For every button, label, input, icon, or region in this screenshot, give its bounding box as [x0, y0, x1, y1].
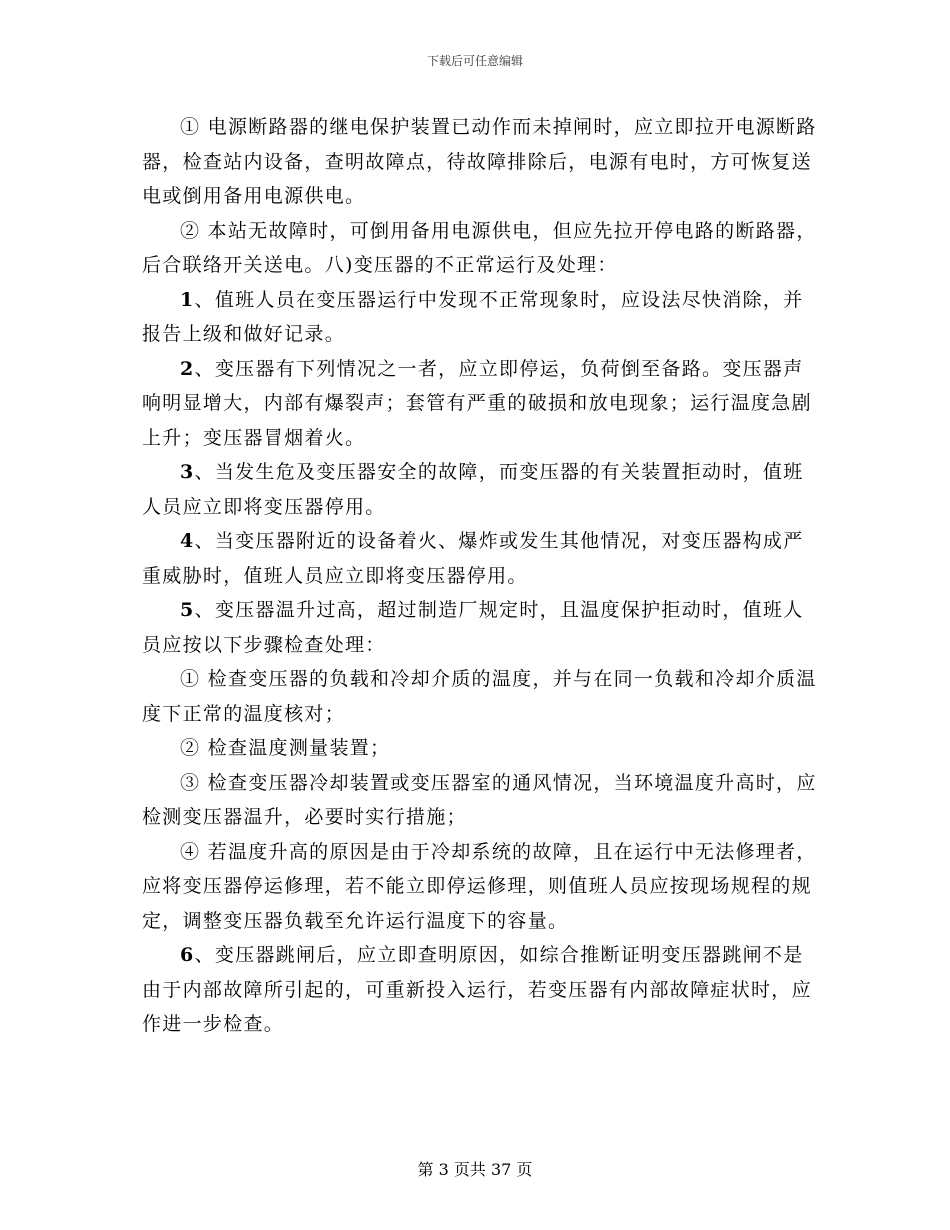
paragraph-item-4: [142, 524, 822, 593]
paragraph-number: 1: [180, 288, 195, 311]
paragraph-item-3: [142, 455, 822, 524]
paragraph-text: 、变压器温升过高，超过制造厂规定时，且温度保护拒动时，值班人员应按以下步骤检查处理：: [142, 599, 804, 656]
document-body: [142, 110, 822, 1042]
paragraph-no-fault: [142, 214, 822, 283]
paragraph-text: 、变压器跳闸后，应立即查明原因，如综合推断证明变压器跳闸不是由于内部故障所引起的，可重新投入运行，若变压器有内部故障症状时，应作进一步检查。: [142, 944, 812, 1035]
paragraph-step-2: [142, 731, 822, 766]
paragraph-number: 6: [180, 944, 195, 966]
paragraph-item-6: [142, 938, 822, 1042]
paragraph-text: 、值班人员在变压器运行中发现不正常现象时，应设法尽快消除，并报告上级和做好记录。: [142, 288, 804, 345]
paragraph-text: ④ 若温度升高的原因是由于冷却系统的故障，且在运行中无法修理者，应将变压器停运修理，若不能立即停运修理，则值班人员应按现场规程的规定，调整变压器负载至允许运行温度下的容量。: [142, 840, 817, 932]
page-header-note: 下载后可任意编辑: [426, 54, 523, 68]
paragraph-text: ③ 检查变压器冷却装置或变压器室的通风情况，当环境温度升高时，应检测变压器温升，必要时实行措施；: [142, 771, 817, 828]
paragraph-power-breaker: [142, 110, 822, 214]
paragraph-text: ① 检查变压器的负载和冷却介质的温度，并与在同一负载和冷却介质温度下正常的温度核对；: [142, 668, 817, 725]
paragraph-item-5: [142, 593, 822, 662]
paragraph-number: 4: [180, 530, 195, 552]
paragraph-item-1: [142, 283, 822, 352]
paragraph-item-2: [142, 352, 822, 456]
paragraph-step-1: [142, 662, 822, 731]
page-number-footer: 第 3 页共 37 页: [417, 1160, 533, 1179]
paragraph-number: 2: [180, 357, 195, 380]
paragraph-text: 、变压器有下列情况之一者，应立即停运，负荷倒至备路。变压器声响明显增大，内部有爆裂声；套管有严重的破损和放电现象；运行温度急剧上升；变压器冒烟着火。: [142, 357, 812, 449]
paragraph-text: 、当发生危及变压器安全的故障，而变压器的有关装置拒动时，值班人员应立即将变压器停用。: [142, 461, 804, 518]
paragraph-text: ① 电源断路器的继电保护装置已动作而未掉闸时，应立即拉开电源断路器，检查站内设备，查明故障点，待故障排除后，电源有电时，方可恢复送电或倒用备用电源供电。: [142, 116, 817, 207]
paragraph-step-3: [142, 766, 822, 835]
paragraph-step-4: [142, 835, 822, 939]
paragraph-number: 5: [180, 599, 195, 621]
paragraph-text: ② 本站无故障时，可倒用备用电源供电，但应先拉开停电路的断路器，后合联络开关送电。八)变压器的不正常运行及处理：: [142, 219, 817, 276]
paragraph-number: 3: [180, 461, 195, 483]
paragraph-text: 、当变压器附近的设备着火、爆炸或发生其他情况，对变压器构成严重威胁时，值班人员应立即将变压器停用。: [142, 530, 804, 587]
paragraph-text: ② 检查温度测量装置；: [180, 737, 391, 759]
